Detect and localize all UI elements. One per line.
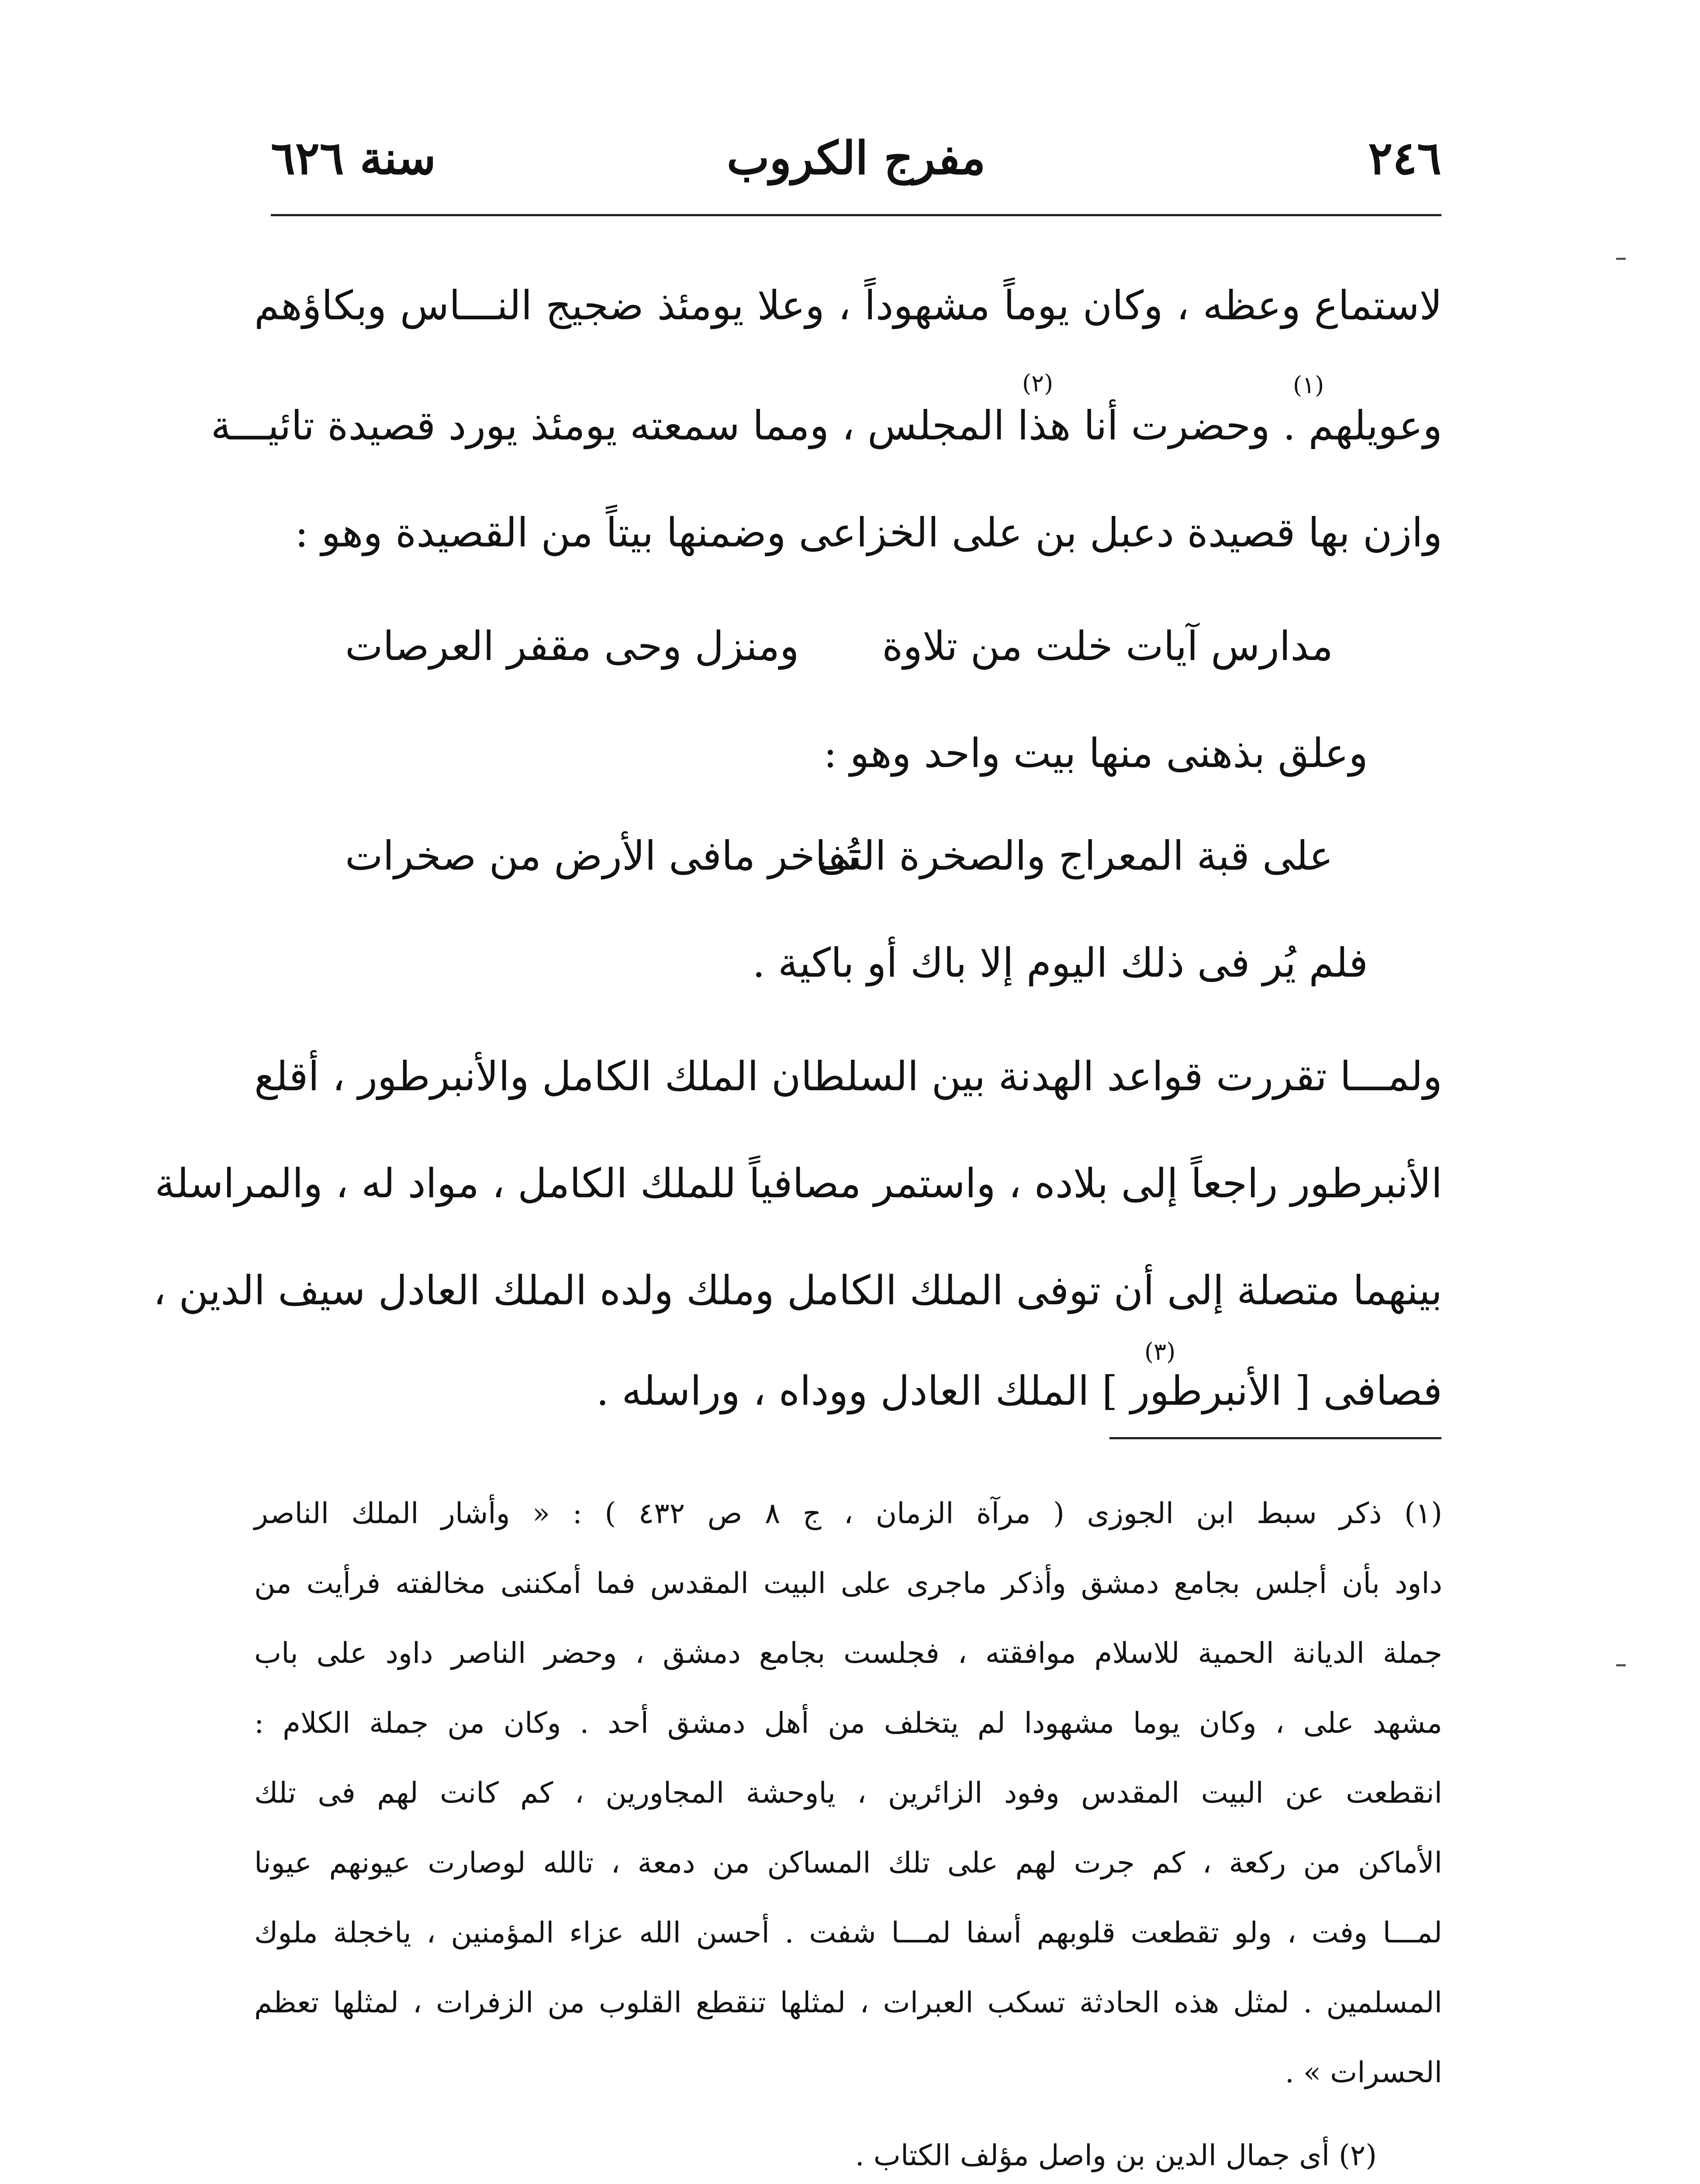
footnote-marker-1: (١) <box>1293 371 1324 399</box>
footnote-line: الحسرات » . <box>1285 2056 1442 2089</box>
body-line: فلم يُر فى ذلك اليوم إلا باك أو باكية . <box>752 940 1368 986</box>
footnote-marker-2: (٢) <box>1022 370 1054 397</box>
footnote-2: (٢) أى جمال الدين بن واصل مؤلف الكتاب . <box>855 2139 1377 2172</box>
footnote-marker-3: (٣) <box>1144 1338 1176 1365</box>
year-label: سنة ٦٢٦ <box>271 131 436 185</box>
footnote-line: مشهد على ، وكان يوما مشهودا لم يتخلف من أهل دمشق أحد . وكان من جملة الكلام : <box>254 1706 1442 1740</box>
body-line: فصافى [ الأنبرطور ] الملك العادل ووداه ، وراسله . <box>596 1368 1442 1414</box>
footnote-line: داود بأن أجلس بجامع دمشق وأذكر ماجرى على البيت المقدس فما أمكننى مخالفته فرأيت من <box>254 1566 1442 1600</box>
body-line: ولمـــا تقررت قواعد الهدنة بين السلطان الملك الكامل والأنبرطور ، أقلع <box>254 1053 1442 1100</box>
verse-first-hemistich: مدارس آيات خلت من تلاوة <box>882 623 1333 670</box>
running-header <box>271 131 1441 201</box>
verse-second-hemistich: ومنزل وحى مقفر العرصات <box>345 623 799 670</box>
footnote-line: لمـــا وفت ، ولو تقطعت قلوبهم أسفا لمـــا شفت . أحسن الله عزاء المؤمنين ، ياخجلة ملوك <box>254 1916 1442 1949</box>
body-line: وازن بها قصيدة دعبل بن على الخزاعى وضمنها بيتاً من القصيدة وهو : <box>295 509 1442 556</box>
footnote-line: جملة الديانة الحمية للاسلام موافقته ، فجلست بجامع دمشق ، وحضر الناصر داود على باب <box>254 1636 1442 1670</box>
verse-first-hemistich: على قبة المعراج والصخرة التى <box>817 833 1333 879</box>
footnote-line: الأماكن من ركعة ، كم جرت لهم على تلك المساكن من دمعة ، تالله لوصارت عيونهم عيونا <box>254 1846 1442 1880</box>
page-number: ٢٤٦ <box>1368 131 1441 185</box>
body-line: بينهما متصلة إلى أن توفى الملك الكامل وملك ولده الملك العادل سيف الدين ، <box>153 1267 1442 1314</box>
footnote-line: المسلمين . لمثل هذه الحادثة تسكب العبرات ، لمثلها تنقطع القلوب من الزفرات ، لمثلها تعظم <box>254 1986 1442 2019</box>
margin-mark <box>1616 1664 1626 1666</box>
verse-intro: وعلق بذهنى منها بيت واحد وهو : <box>823 730 1368 777</box>
footnote-line: (١) ذكر سبط ابن الجوزى ( مرآة الزمان ، ج ٨ ص ٤٣٢ ) : « وأشار الملك الناصر <box>254 1496 1442 1530</box>
margin-mark <box>1616 258 1626 260</box>
body-line: وعويلهم . وحضرت أنا هذا المجلس ، ومما سمعته يومئذ يورد قصيدة تائيـــة <box>211 402 1442 449</box>
body-line: الأنبرطور راجعاً إلى بلاده ، واستمر مصافياً للملك الكامل ، مواد له ، والمراسلة <box>155 1160 1442 1207</box>
footnote-line: انقطعت عن البيت المقدس وفود الزائرين ، ياوحشة المجاورين ، كم كانت لهم فى تلك <box>254 1776 1442 1810</box>
book-title: مفرج الكروب <box>726 131 986 185</box>
footnote-divider <box>1109 1437 1441 1439</box>
body-line: لاستماع وعظه ، وكان يوماً مشهوداً ، وعلا يومئذ ضجيج النـــاس وبكاؤهم <box>254 282 1442 329</box>
verse-second-hemistich: تُفاخر مافى الأرض من صخرات <box>345 833 859 879</box>
header-divider <box>271 214 1441 216</box>
